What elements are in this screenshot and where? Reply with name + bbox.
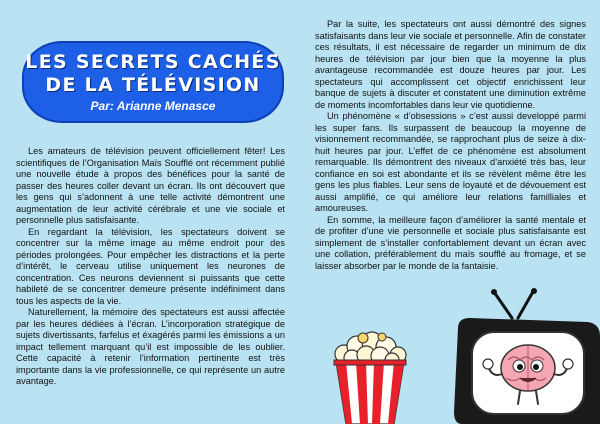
paragraph: En somme, la meilleure façon d’améliorer la santé mentale et de profiter d’une vie personnelle et sociale plus satisfaisante est simplement de s’installer confortablement devant un écran avec une collation, préférablement du maïs soufflé au fromage, et se laisser absorber par le monde de la fantaisie. xyxy=(315,214,586,271)
byline: Par: Arianne Menasce xyxy=(90,99,216,113)
paragraph: Un phénomène « d’obsessions » c’est aussi developpé parmi les super fans. Ils surpassent de beaucoup la moyenne de visionnement recommandée, se rapprochant plus de seize à dix-huit heures par jour. L’effet de ce phénomène est absolument remarquable. Ils démontrent des niveaux d’anxiété très bas, leur confiance en soi est abondante et ils se révèlent même être les gens les plus fiables. Leur sens de loyauté et de dévouement est aussi amplifié, ce qui améliore leur relations familliales et amoureuses. xyxy=(315,111,586,213)
tv-brain-icon xyxy=(448,288,600,424)
title-line-1: LES SECRETS CACHÉS xyxy=(25,51,281,73)
paragraph: En regardant la télévision, les spectateurs doivent se concentrer sur la même image au même endroit pour des périodes prolongées. Pour empêcher les distractions et la perte d’intérêt, le cerveau utilise uniquement les neurones de concentration. Ces neurons deviennent si puissants que cette habileté de se concentrer demeure présente indéfiniment dans tous les aspects de la vie. xyxy=(16,226,285,306)
paragraph: Naturellement, la mémoire des spectateurs est aussi affectée par les heures dédiées à l’écran. L’incorporation stratégique de sujets divertissants, farfelus et éxagérés parmi les émissions a un impact tellement marquant qu’il est impossible de les oublier. Cette capacité à retenir l’information pertinente est très importante dans la vie professionnelle, ce qui représente un autre avantage. xyxy=(16,307,285,386)
title-banner xyxy=(22,41,284,123)
popcorn-box xyxy=(334,360,406,424)
popcorn-icon xyxy=(330,328,410,424)
right-column xyxy=(315,19,586,272)
paragraph: Les amateurs de télévision peuvent officiellement fêter! Les scientifiques de l’Organisation Maïs Soufflé ont récemment publié une nouvelle étude à propos des bénéfices pour la santé de passer des heures coller devant un écran. Ils ont découvert que les gens qui s’adonnent à une telle activité démontrent une augmentation de leur activité cérébrale et une vie sociale et personnelle plus satisfaisante. xyxy=(16,146,285,225)
title-line-2: DE LA TÉLÉVISION xyxy=(45,74,261,96)
tv-antenna xyxy=(491,288,537,318)
left-column xyxy=(16,146,285,388)
paragraph: Par la suite, les spectateurs ont aussi démontré des signes satisfaisants dans leur vie sociale et personnelle. Afin de constater ces résultats, il est nécessaire de regarder un minimum de dix heures de télévision par jour bien que la moyenne la plus avantageuse recommandée est douze heures par jour. Les spectateurs qui accomplissent cet objectif enrichissent leur banque de sujets à discuter et constatent une diminution extrême de moments incomfortables dans leur vie quotidienne. xyxy=(315,19,586,110)
